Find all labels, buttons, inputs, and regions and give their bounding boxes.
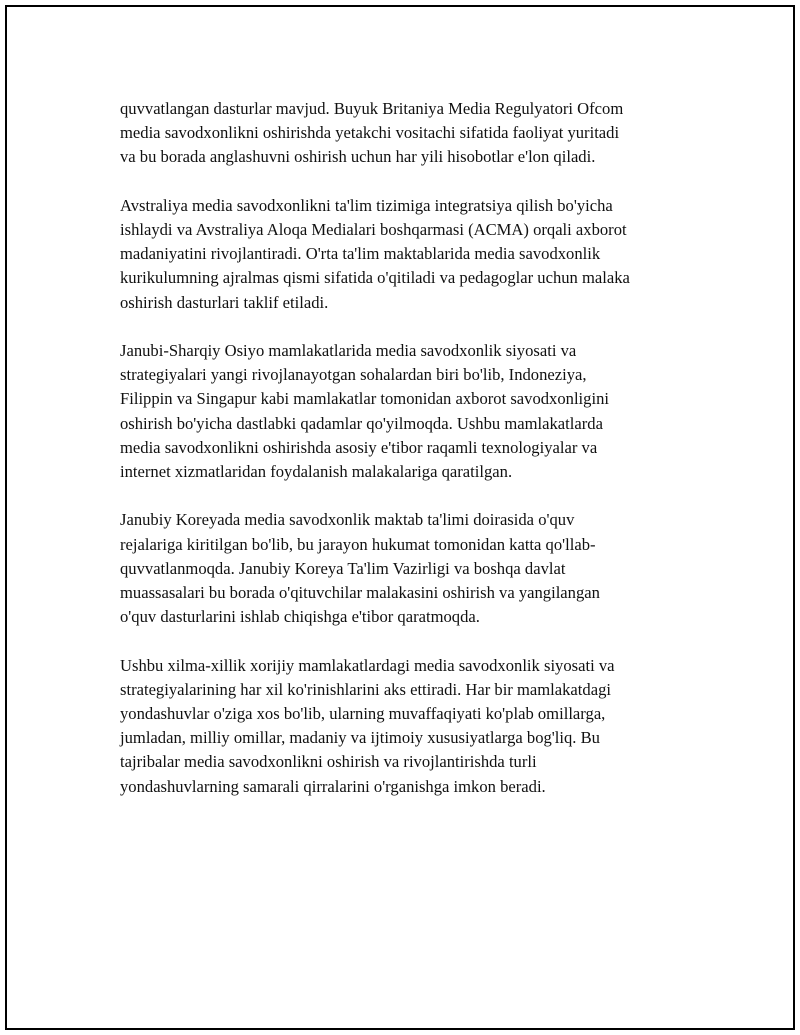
document-body [120,97,690,823]
text-line: Janubi-Sharqiy Osiyo mamlakatlarida media savodxonlik siyosati va [120,341,577,360]
text-line: rejalariga kiritilgan bo'lib, bu jarayon hukumat tomonidan katta qo'llab- [120,534,596,554]
text-line: jumladan, milliy omillar, madaniy va ijtimoiy xususiyatlarga bog'liq. Bu [120,728,600,748]
text-line: Filippin va Singapur kabi mamlakatlar tomonidan axborot savodxonligini [120,389,609,409]
text-line: Ushbu xilma-xillik xorijiy mamlakatlardagi media savodxonlik siyosati va [120,655,615,675]
text-line: oshirish dasturlari taklif etiladi. [120,292,329,312]
text-line: o'quv dasturlarini ishlab chiqishga e'tibor qaratmoqda. [120,607,480,627]
text-line: media savodxonlikni oshirishda yetakchi vositachi sifatida faoliyat yuritadi [120,123,620,143]
text-line: ishlaydi va Avstraliya Aloqa Medialari boshqarmasi (ACMA) orqali axborot [120,220,627,239]
text-line: oshirish bo'yicha dastlabki qadamlar qo'yilmoqda. Ushbu mamlakatlarda [120,413,603,433]
text-line: Avstraliya media savodxonlikni ta'lim tizimiga integratsiya qilish bo'yicha [120,195,613,215]
paragraph-southeast-asia [120,339,690,484]
page-frame [5,5,795,1030]
paragraph-ofcom [120,97,690,170]
text-line: strategiyalari yangi rivojlanayotgan sohalardan biri bo'lib, Indoneziya, [120,365,587,385]
text-line: yondashuvlar o'ziga xos bo'lib, ularning muvaffaqiyati ko'plab omillarga, [120,704,606,724]
text-line: madaniyatini rivojlantiradi. O'rta ta'lim maktablarida media savodxonlik [120,244,601,264]
text-line: quvvatlanmoqda. Janubiy Koreya Ta'lim Vazirligi va boshqa davlat [120,558,566,578]
paragraph-south-korea [120,508,690,629]
text-line: va bu borada anglashuvni oshirish uchun har yili hisobotlar e'lon qiladi. [120,147,596,167]
text-line: muassasalari bu borada o'qituvchilar malakasini oshirish va yangilangan [120,583,600,603]
text-line: internet xizmatlaridan foydalanish malakalariga qaratilgan. [120,462,513,482]
text-line: quvvatlangan dasturlar mavjud. Buyuk Britaniya Media Regulyatori Ofcom [120,99,624,118]
paragraph-conclusion [120,654,690,799]
text-line: Janubiy Koreyada media savodxonlik maktab ta'limi doirasida o'quv [120,510,575,530]
text-line: yondashuvlarning samarali qirralarini o'rganishga imkon beradi. [120,776,546,796]
text-line: strategiyalarining har xil ko'rinishlarini aks ettiradi. Har bir mamlakatdagi [120,679,611,699]
text-line: kurikulumning ajralmas qismi sifatida o'qitiladi va pedagoglar uchun malaka [120,268,630,288]
paragraph-australia [120,194,690,315]
text-line: tajribalar media savodxonlikni oshirish va rivojlantirishda turli [120,752,537,772]
text-line: media savodxonlikni oshirishda asosiy e'tibor raqamli texnologiyalar va [120,437,598,457]
